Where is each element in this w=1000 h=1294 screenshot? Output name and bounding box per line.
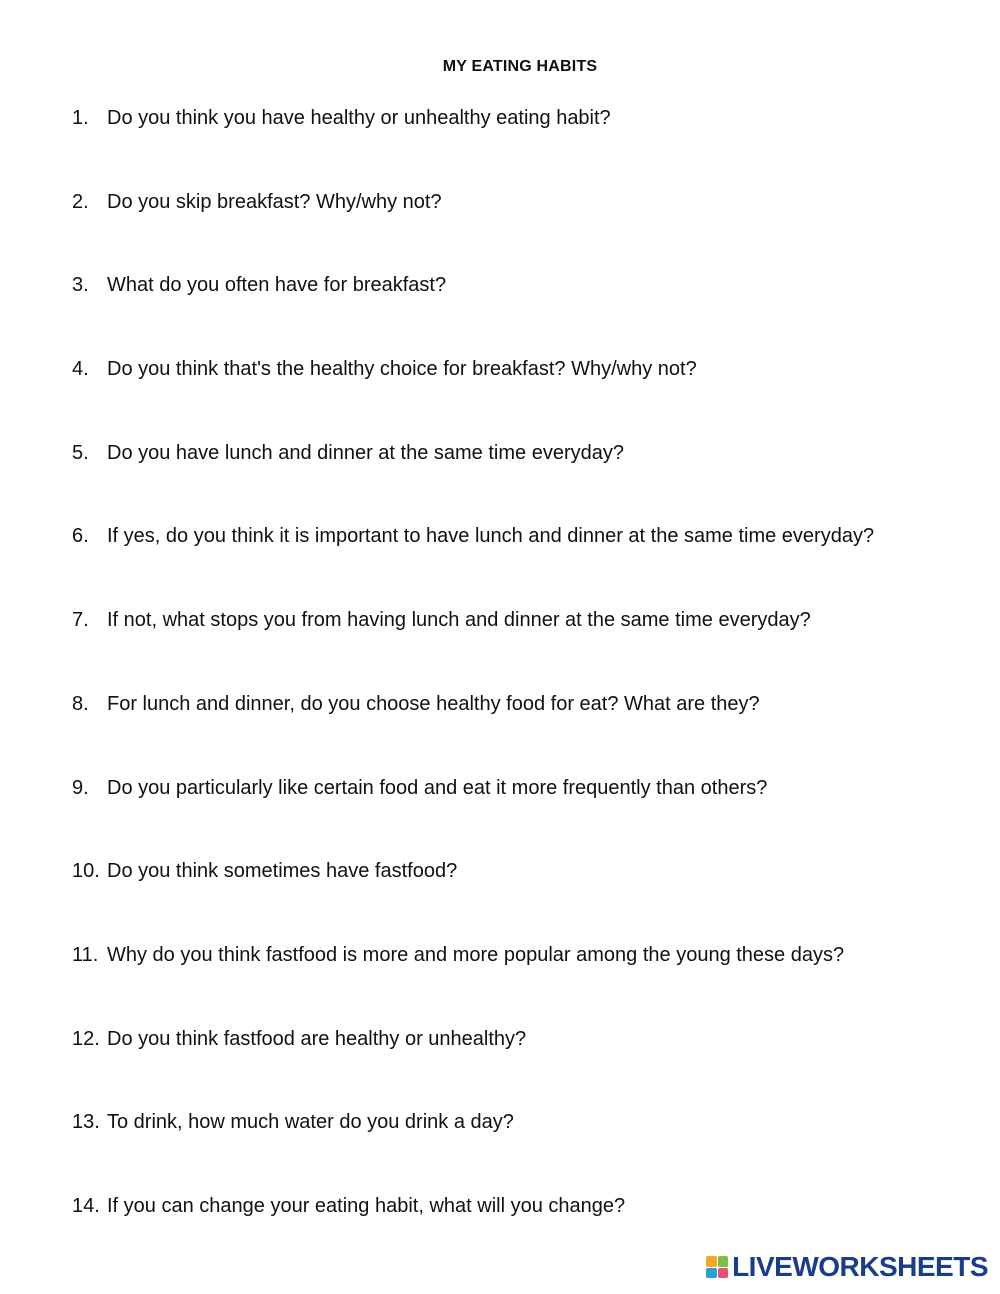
question-item (72, 271, 972, 355)
question-item (72, 941, 972, 1025)
liveworksheets-logo-icon (706, 1256, 728, 1278)
question-text: Do you skip breakfast? Why/why not? (107, 190, 442, 213)
question-text: Do you think you have healthy or unhealthy eating habit? (107, 107, 611, 129)
question-item (72, 1108, 972, 1192)
question-text: Do you think that's the healthy choice for breakfast? Why/why not? (107, 358, 697, 381)
question-item (72, 690, 972, 774)
question-text: Do you think sometimes have fastfood? (107, 860, 458, 883)
question-number: 11. (72, 943, 99, 966)
question-number: 8. (72, 692, 89, 715)
question-item (72, 1025, 972, 1109)
question-item (72, 522, 972, 606)
question-number: 13. (72, 1111, 100, 1134)
question-text: If you can change your eating habit, what will you change? (107, 1194, 626, 1217)
question-text: If yes, do you think it is important to have lunch and dinner at the same time everyday? (107, 525, 875, 548)
question-text: Do you have lunch and dinner at the same time everyday? (107, 441, 624, 464)
question-item (72, 188, 972, 272)
question-list (72, 104, 972, 1276)
question-text: Do you particularly like certain food and eat it more frequently than others? (107, 776, 768, 799)
page-title: MY EATING HABITS (442, 58, 598, 75)
question-item (72, 606, 972, 690)
question-text: Do you think fastfood are healthy or unhealthy? (107, 1027, 527, 1050)
question-number: 2. (72, 190, 89, 213)
question-number: 9. (72, 776, 89, 799)
question-item (72, 774, 972, 858)
question-number: 1. (72, 107, 89, 129)
question-text: If not, what stops you from having lunch and dinner at the same time everyday? (107, 609, 811, 632)
question-number: 7. (72, 609, 89, 632)
question-item (72, 857, 972, 941)
question-text: Why do you think fastfood is more and more popular among the young these days? (107, 943, 845, 966)
question-item (72, 439, 972, 523)
question-text: For lunch and dinner, do you choose healthy food for eat? What are they? (107, 692, 760, 715)
question-item (72, 104, 972, 188)
question-number: 14. (72, 1194, 100, 1217)
question-number: 12. (72, 1027, 100, 1050)
logo-text: LIVEWORKSHEETS (732, 1251, 988, 1282)
question-number: 3. (72, 274, 89, 297)
question-text: To drink, how much water do you drink a day? (107, 1111, 514, 1134)
liveworksheets-logo (706, 1252, 988, 1282)
question-number: 4. (72, 358, 89, 381)
question-text: What do you often have for breakfast? (107, 274, 447, 297)
question-number: 10. (72, 860, 100, 883)
question-item (72, 355, 972, 439)
question-number: 5. (72, 441, 89, 464)
question-number: 6. (72, 525, 89, 548)
